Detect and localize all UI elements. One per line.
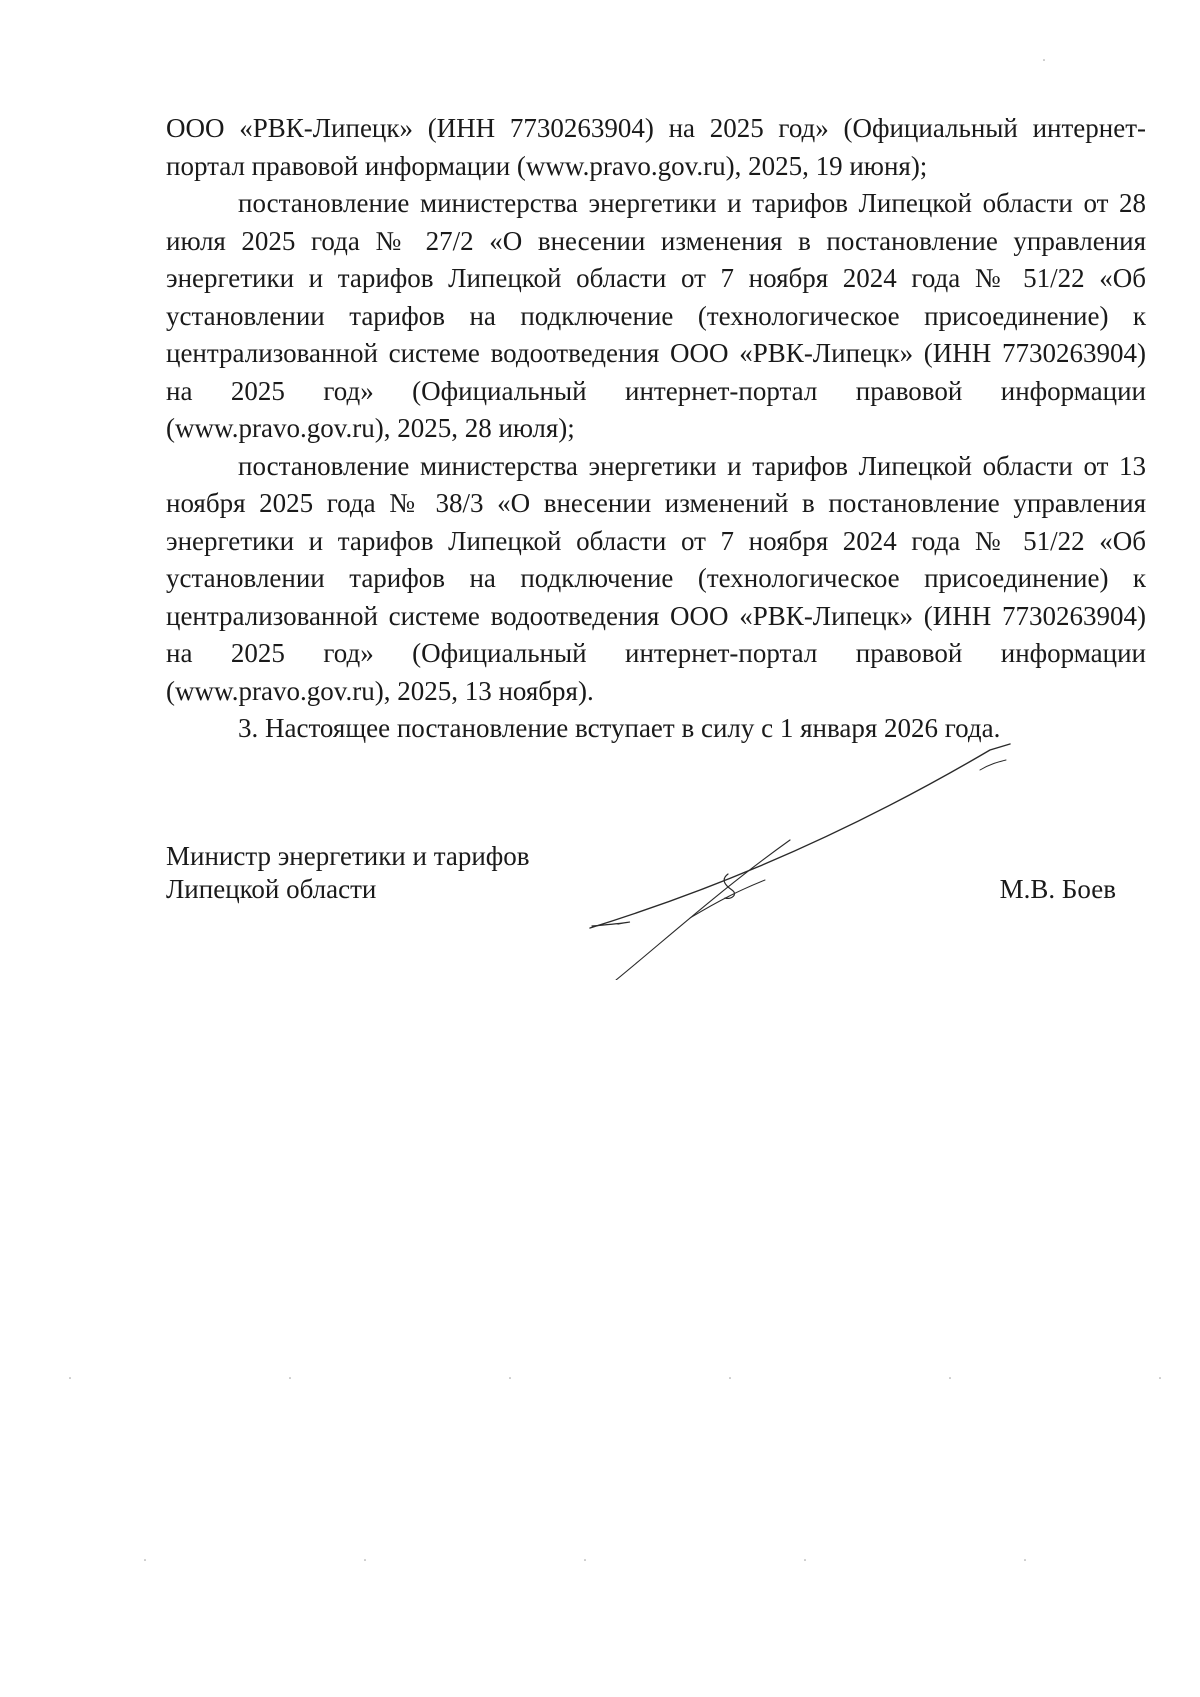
paragraph-continuation: ООО «РВК-Липецк» (ИНН 7730263904) на 2025 год» (Официальный интернет-портал правовой информации (www.pravo.gov.ru), 2025, 19 июня); xyxy=(166,113,1146,181)
signatory-name: М.В. Боев xyxy=(999,874,1116,904)
signatory-title-line-2: Липецкой области xyxy=(166,874,377,904)
paragraph-effective-date: 3. Настоящее постановление вступает в силу с 1 января 2026 года. xyxy=(238,713,1001,743)
paragraph-resolution-38-3: постановление министерства энергетики и тарифов Липецкой области от 13 ноября 2025 года № 38/3 «О внесении изменений в постановление управления энергетики и тарифов Липецкой области от 7 ноября 2024 года № 51/22 «Об установлении тарифов на подключение (технологическое присоединение) к централизованной системе водоотведения ООО «РВК-Липецк» (ИНН 7730263904) на 2025 год» (Официальный интернет-портал правовой информации (www.pravo.gov.ru), 2025, 13 ноября). xyxy=(166,450,1146,706)
signatory-title-line-1: Министр энергетики и тарифов xyxy=(166,841,530,871)
paragraph-resolution-27-2: постановление министерства энергетики и тарифов Липецкой области от 28 июля 2025 года № 27/2 «О внесении изменения в постановление управления энергетики и тарифов Липецкой области от 7 ноября 2024 года № 51/22 «Об установлении тарифов на подключение (технологическое присоединение) к централизованной системе водоотведения ООО «РВК-Липецк» (ИНН 7730263904) на 2025 год» (Официальный интернет-портал правовой информации (www.pravo.gov.ru), 2025, 28 июля); xyxy=(166,188,1146,443)
handwritten-signature xyxy=(570,740,1050,980)
document-body xyxy=(166,110,1146,748)
